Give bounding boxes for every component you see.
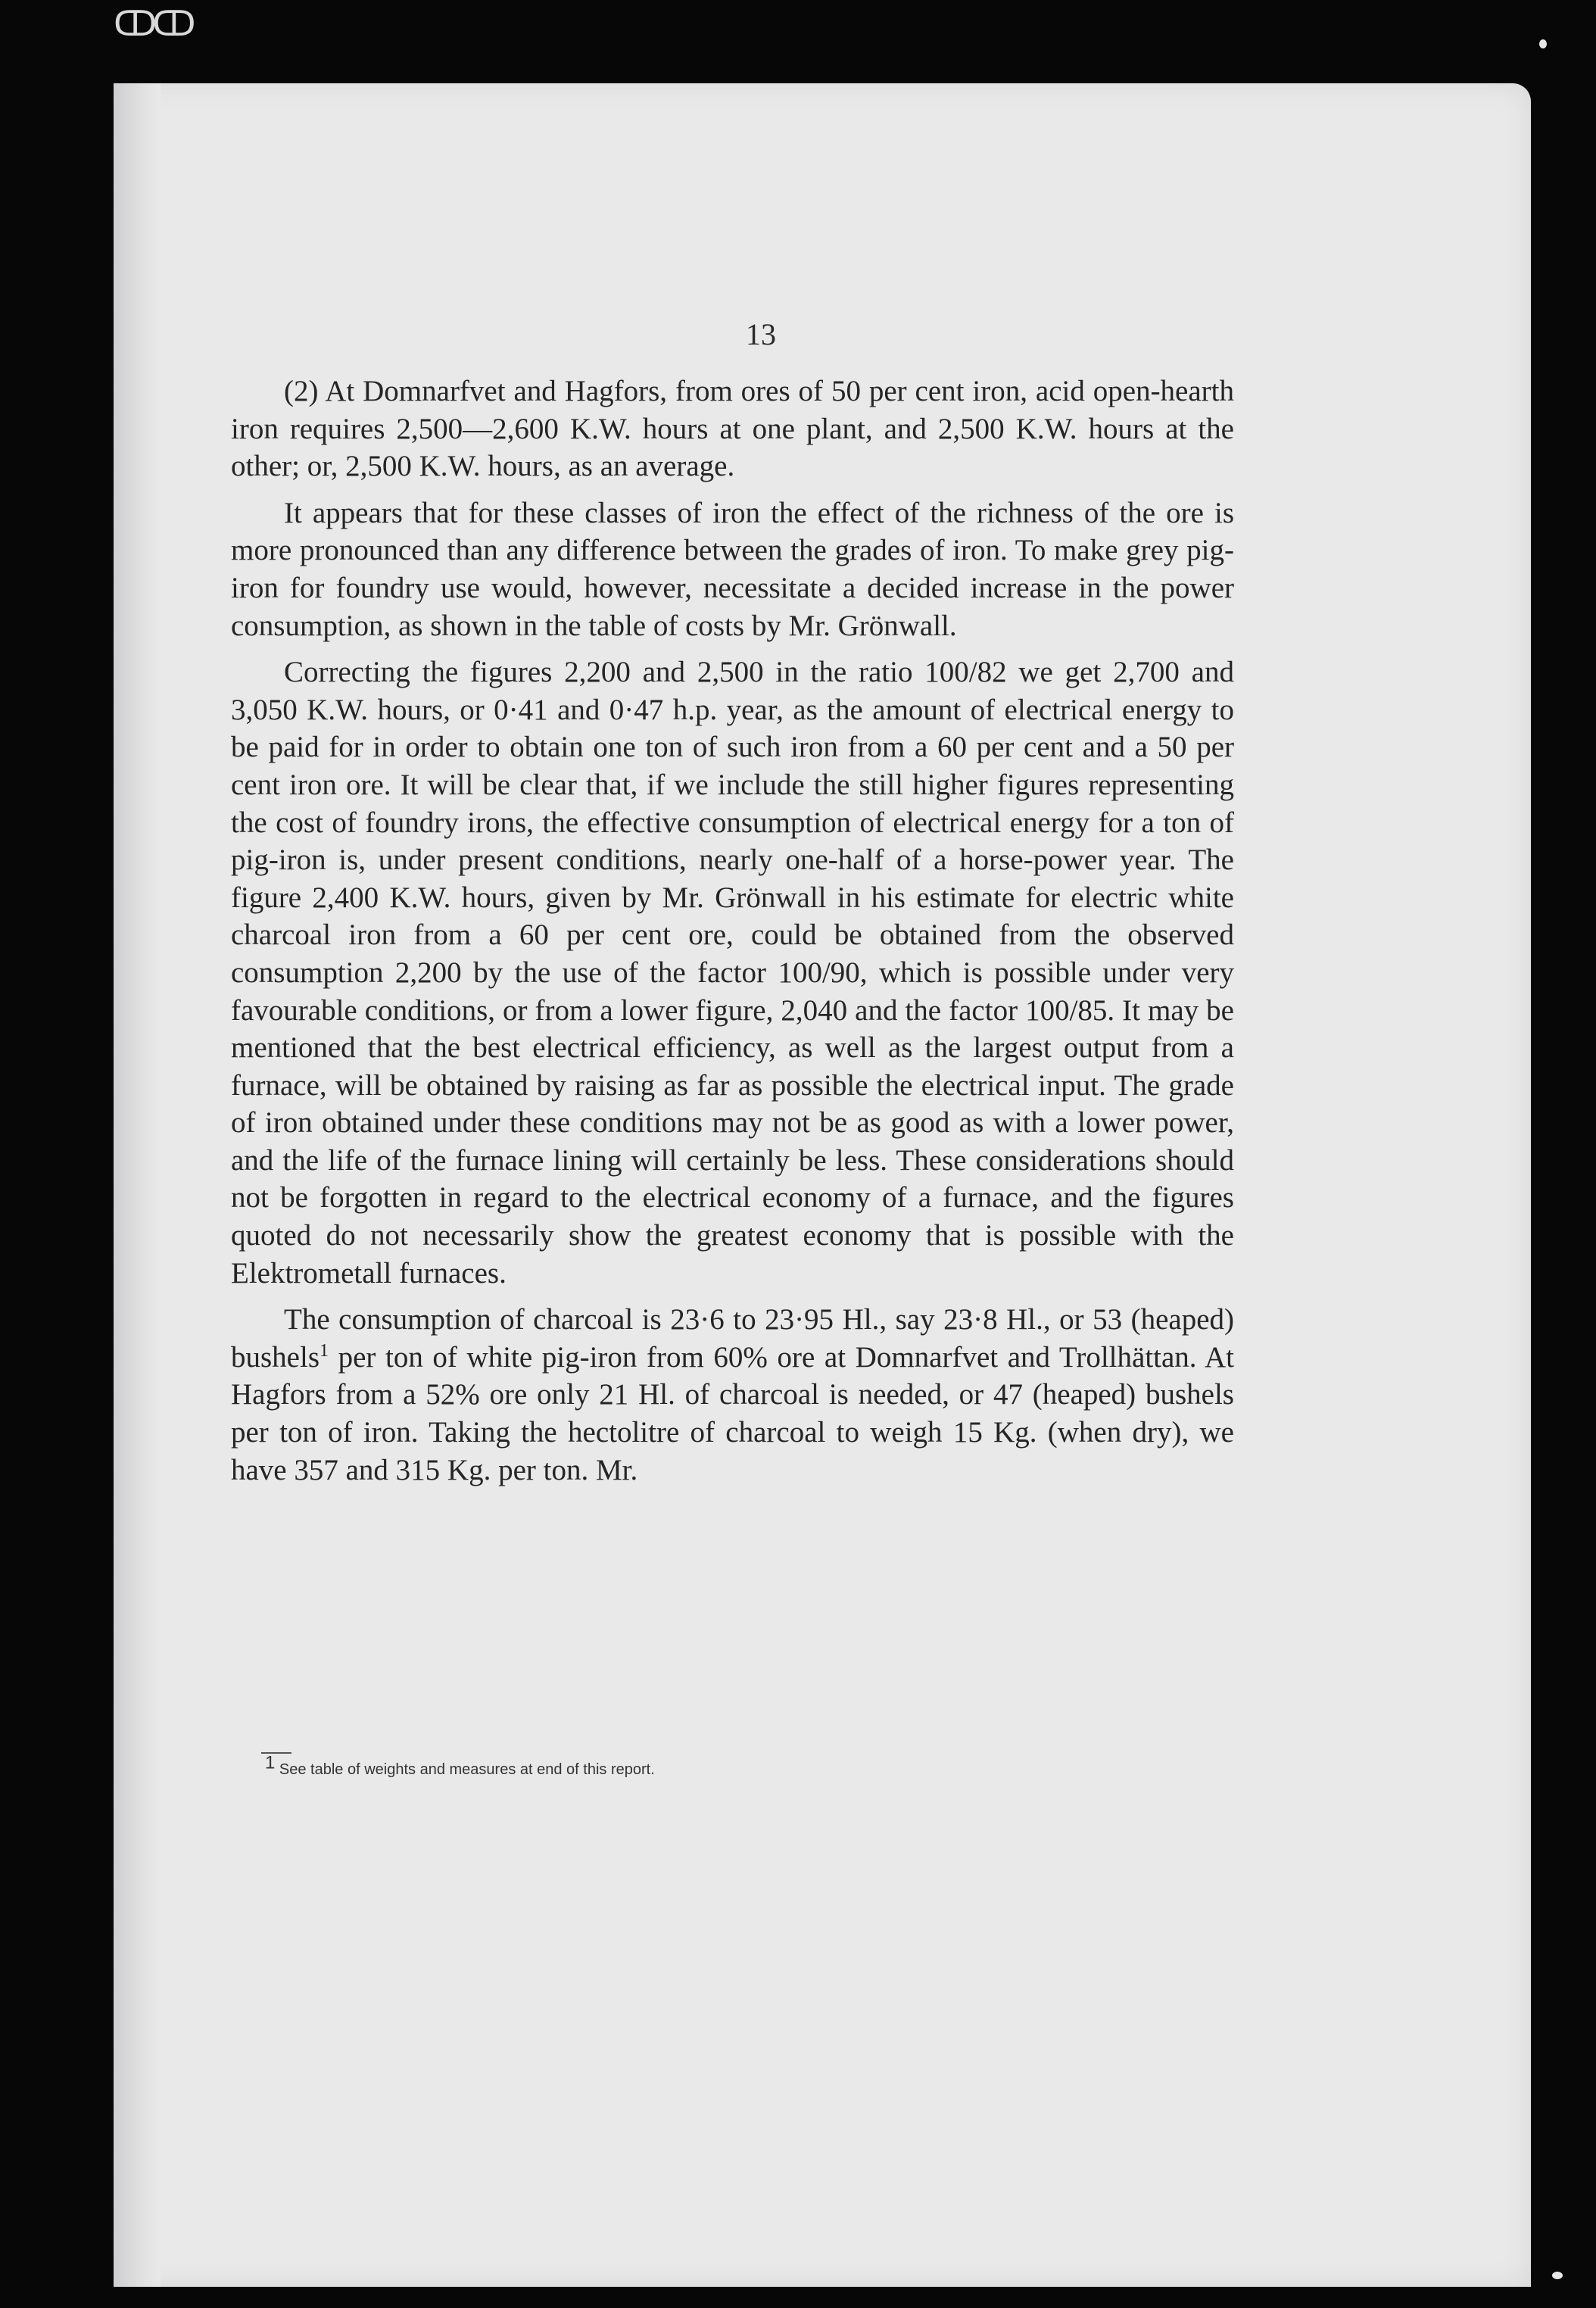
book-spine-shadow: [114, 83, 161, 2287]
footnote: [265, 1752, 946, 1779]
footnote-reference: 1: [320, 1340, 329, 1361]
corner-scan-mark: ↀↀ: [114, 3, 192, 44]
paragraph: It appears that for these classes of iron the effect of the richness of the ore is more pronounced than any difference between the grades of iron. To make grey pig-iron for foundry use would, however, necessitate a decided increase in the power consumption, as shown in the table of costs by Mr. Grönwall.: [231, 496, 1234, 642]
paragraph: (2) At Domnarfvet and Hagfors, from ores of 50 per cent iron, acid open-hearth iron requires 2,500—2,600 K.W. hours at one plant, and 2,500 K.W. hours at the other; or, 2,500 K.W. hours, as an average.: [231, 375, 1234, 483]
paragraph-text: per ton of white pig-iron from 60% ore at Domnarfvet and Trollhättan. At Hagfors from a 52% ore only 21 Hl. of charcoal is needed, or 47 (heaped) bushels per ton of iron. Taking the hectolitre of charcoal to weigh 15 Kg. (when dry), we have 357 and 315 Kg. per ton. Mr.: [231, 1340, 1234, 1486]
scan-speck: [1552, 2272, 1563, 2279]
footnote-text: See table of weights and measures at end of this report.: [275, 1761, 655, 1778]
footnote-marker: 1: [265, 1752, 276, 1773]
paragraph: Correcting the figures 2,200 and 2,500 in the ratio 100/82 we get 2,700 and 3,050 K.W. hours, or 0·41 and 0·47 h.p. year, as the amount of electrical energy to be paid for in order to obtain one ton of such iron from a 60 per cent and a 50 per cent iron ore. It will be clear that, if we include the still higher figures representing the cost of foundry irons, the effective consumption of electrical energy for a ton of pig-iron is, under present conditions, nearly one-half of a horse-power year. The figure 2,400 K.W. hours, given by Mr. Grönwall in his estimate for electric white charcoal iron from a 60 per cent ore, could be obtained from the observed consumption 2,200 by the use of the factor 100/90, which is possible under very favourable conditions, or from a lower figure, 2,040 and the factor 100/85. It may be mentioned that the best electrical efficiency, as well as the largest output from a furnace, will be obtained by raising as far as possible the electrical input. The grade of iron obtained under these conditions may not be as good as with a lower power, and the life of the furnace lining will certainly be less. These considerations should not be forgotten in regard to the electrical economy of a furnace, and the figures quoted do not necessarily show the greatest economy that is possible with the Elektrometall furnaces.: [231, 656, 1234, 1290]
body-text: [231, 373, 1234, 1498]
paragraph-text: The consumption of charcoal is 23·6 to 23·95 Hl., say 23·8 Hl., or 53 (heaped) bushels: [231, 1303, 1234, 1374]
page-number: 13: [746, 317, 776, 351]
paragraph: [231, 1301, 1234, 1489]
scan-speck: [1539, 39, 1547, 48]
